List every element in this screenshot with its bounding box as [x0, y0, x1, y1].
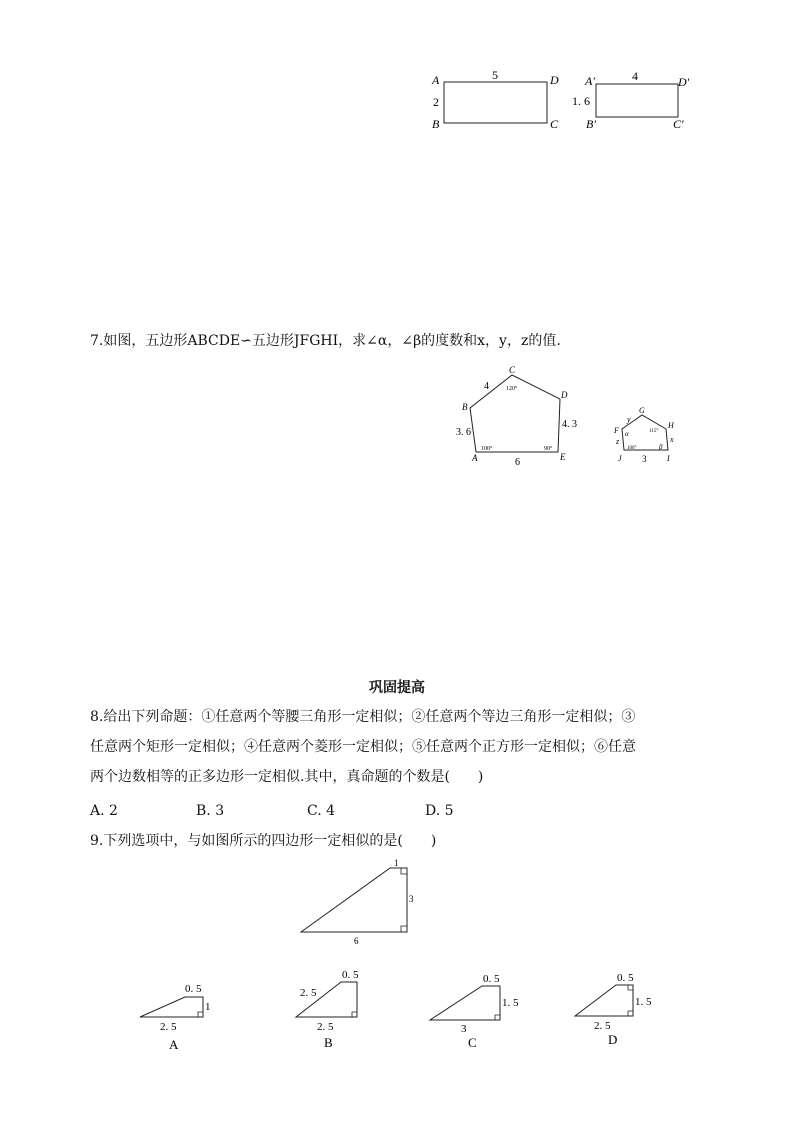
question-7: 7.如图，五边形ABCDE∽五边形JFGHI，求∠α，∠β的度数和x，y，z的值.: [90, 333, 561, 349]
label-b: B: [432, 117, 440, 131]
choice-b-letter: B: [324, 1035, 333, 1050]
pentagon-abcde: [456, 365, 577, 468]
angle-alpha: α: [625, 430, 629, 438]
side-z: z: [616, 437, 620, 446]
option-d: D. 5: [425, 803, 454, 819]
vertex-f: F: [614, 426, 619, 435]
choice-d-right: 1. 5: [635, 996, 652, 1008]
label-d-prime: D′: [678, 75, 690, 89]
vertex-c: C: [509, 365, 516, 375]
choice-c-bottom: 3: [461, 1023, 467, 1035]
label-a-prime: A′: [585, 74, 595, 88]
side-y: y: [627, 415, 631, 424]
option-b: B. 3: [196, 803, 225, 819]
main-right-length: 3: [409, 894, 414, 904]
angle-a: 100°: [481, 446, 493, 452]
choice-c-letter: C: [468, 1035, 477, 1050]
side-x: x: [670, 435, 674, 444]
label-top-length: 5: [492, 68, 498, 82]
main-top-length: 1: [394, 858, 399, 868]
choice-b-slant: 2. 5: [300, 987, 317, 999]
main-bottom-length: 6: [354, 936, 359, 945]
section-title: 巩固提高: [369, 680, 425, 696]
label-d: D: [550, 73, 559, 87]
main-trapezoid-figure: [295, 855, 425, 945]
choice-d-figure: [570, 965, 654, 1055]
vertex-j: J: [618, 454, 622, 463]
rectangle-a2b2c2d2: [572, 69, 690, 131]
vertex-a: A: [472, 453, 478, 463]
choice-d-letter: D: [608, 1032, 618, 1047]
angle-beta: β: [659, 443, 663, 451]
label-c: C: [550, 117, 559, 131]
label-left-length: 2: [433, 95, 439, 109]
choice-a-top: 0. 5: [185, 983, 202, 995]
pentagon-jfghi: [613, 406, 675, 464]
angle-e: 90°: [544, 446, 553, 452]
vertex-h: H: [668, 421, 674, 430]
question-9: 9.下列选项中，与如图所示的四边形一定相似的是( ): [90, 833, 437, 849]
choice-a-letter: A: [169, 1037, 179, 1052]
side-ab: 3. 6: [456, 427, 471, 438]
angle-j: 100°: [627, 446, 637, 451]
question-8-line-3: 两个边数相等的正多边形一定相似.其中，真命题的个数是( ): [90, 769, 484, 785]
label-left-length-prime: 1. 6: [572, 94, 590, 108]
rectangles-figure: [420, 66, 700, 136]
pentagons-figure: [450, 365, 690, 470]
choice-d-top: 0. 5: [617, 972, 634, 984]
vertex-e: E: [560, 452, 566, 462]
choice-c-figure: [425, 965, 535, 1055]
side-ae: 6: [515, 457, 520, 468]
choice-c-top: 0. 5: [483, 973, 500, 985]
angle-h: 115°: [649, 429, 659, 434]
label-a: A: [432, 73, 440, 87]
question-8-line-1: 8.给出下列命题：①任意两个等腰三角形一定相似；②任意两个等边三角形一定相似；③: [90, 709, 636, 725]
choice-b-figure: [290, 965, 390, 1055]
side-de: 4. 3: [562, 419, 577, 430]
option-a: A. 2: [90, 803, 118, 819]
rectangle-abcd: [431, 68, 559, 131]
choice-a-bottom: 2. 5: [160, 1021, 177, 1033]
question-8-line-2: 任意两个矩形一定相似；④任意两个菱形一定相似；⑤任意两个正方形一定相似；⑥任意: [90, 739, 636, 755]
label-b-prime: B′: [586, 117, 596, 131]
label-c-prime: C′: [673, 117, 684, 131]
side-ji: 3: [642, 454, 647, 464]
choice-a-figure: [132, 965, 232, 1055]
angle-c: 120°: [506, 386, 518, 392]
choice-d-bottom: 2. 5: [594, 1020, 611, 1032]
choice-b-bottom: 2. 5: [317, 1021, 334, 1033]
vertex-b: B: [462, 402, 468, 412]
vertex-d: D: [561, 390, 568, 400]
choice-a-right: 1: [205, 1001, 211, 1013]
choice-b-top: 0. 5: [342, 969, 359, 981]
option-c: C. 4: [307, 803, 336, 819]
side-bc: 4: [484, 381, 489, 392]
vertex-i: I: [667, 454, 670, 463]
choice-c-right: 1. 5: [502, 997, 519, 1009]
label-top-length-prime: 4: [632, 69, 638, 83]
vertex-g: G: [639, 406, 645, 415]
